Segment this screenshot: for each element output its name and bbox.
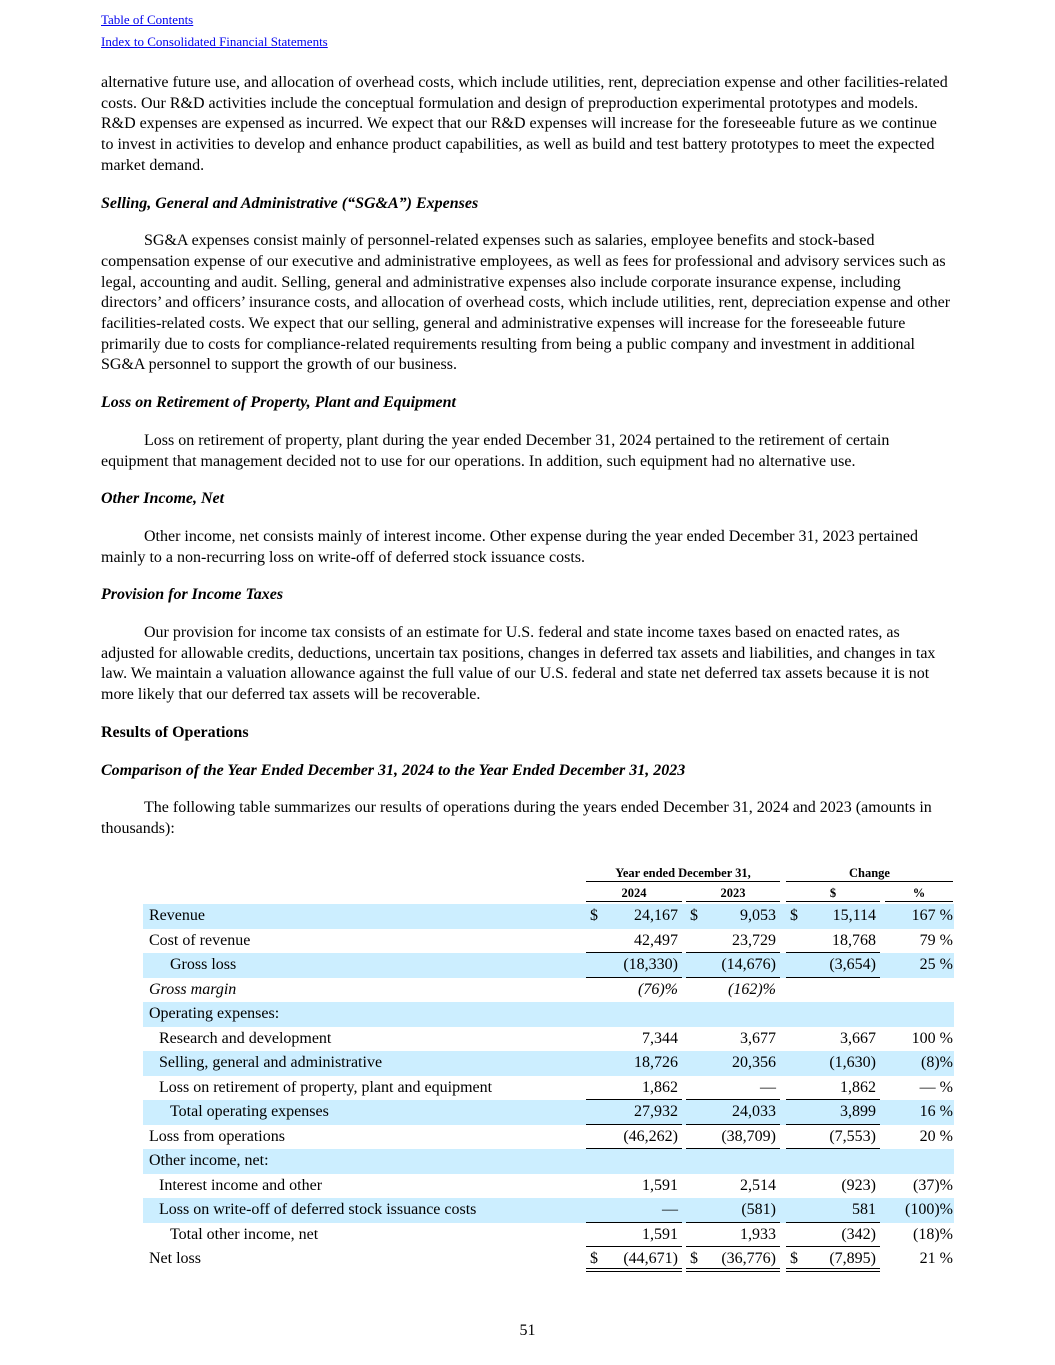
change-percent: 79 % bbox=[919, 931, 953, 949]
change-percent: 25 % bbox=[919, 956, 953, 973]
table-row bbox=[143, 1125, 954, 1150]
table-header-group-row bbox=[143, 864, 954, 884]
row-label: Total operating expenses bbox=[170, 1103, 329, 1120]
change-dollar-cell bbox=[786, 1174, 880, 1199]
value-2024: 24,167 bbox=[634, 907, 678, 924]
value-2023-cell bbox=[686, 1247, 780, 1272]
change-dollar-cell bbox=[786, 1223, 880, 1248]
index-financial-statements-link[interactable]: Index to Consolidated Financial Statements bbox=[101, 34, 328, 49]
row-label: Interest income and other bbox=[159, 1176, 323, 1194]
table-row bbox=[143, 1174, 954, 1199]
comparison-heading: Comparison of the Year Ended December 31, 2024 to the Year Ended December 31, 2023 bbox=[101, 761, 686, 779]
value-2023-cell bbox=[686, 929, 780, 954]
sga-paragraph: SG&A expenses consist mainly of personnel-related expenses such as salaries, employee benefits and stock-based compensation expense of our executive and administrative employees, as well as fees for professional and advisory services such as legal, accounting and audit. Selling, general and administrative expenses also include corporate insurance expense, including directors’ and officers’ insurance costs, and allocation of overhead costs, which include utilities, rent, depreciation expense and other facilities-related costs. We expect that our selling, general and administrative expenses will increase for the foreseeable future primarily due to costs for compliance-related requirements resulting from being a public company and investment in additional SG&A personnel to support the growth of our business. bbox=[101, 232, 951, 374]
value-2024: — bbox=[662, 1201, 678, 1218]
value-2024-cell bbox=[586, 1027, 682, 1052]
column-header-change-percent: % bbox=[885, 886, 953, 902]
value-2023-cell bbox=[686, 978, 780, 1003]
currency-symbol: $ bbox=[690, 907, 698, 924]
change-dollar: 1,862 bbox=[840, 1078, 876, 1096]
change-dollar: 3,667 bbox=[840, 1029, 876, 1047]
change-percent-cell bbox=[885, 1149, 953, 1174]
change-dollar: 581 bbox=[852, 1201, 876, 1218]
value-2023-cell bbox=[686, 1223, 780, 1248]
row-label: Selling, general and administrative bbox=[159, 1054, 383, 1071]
results-of-operations-table bbox=[143, 864, 954, 1272]
row-label: Cost of revenue bbox=[149, 931, 251, 949]
table-of-contents-link[interactable]: Table of Contents bbox=[101, 12, 194, 27]
column-header-2023: 2023 bbox=[686, 886, 780, 902]
change-dollar: (7,553) bbox=[829, 1127, 876, 1145]
table-row bbox=[143, 1100, 954, 1125]
document-body bbox=[101, 73, 953, 857]
change-dollar-cell bbox=[786, 953, 880, 978]
value-2023-cell bbox=[686, 1100, 780, 1125]
row-label: Research and development bbox=[159, 1029, 332, 1047]
change-percent-cell bbox=[885, 1100, 953, 1125]
change-percent: — % bbox=[919, 1078, 953, 1096]
value-2023: — bbox=[760, 1078, 776, 1096]
value-2024: 1,862 bbox=[642, 1078, 678, 1096]
value-2024: 27,932 bbox=[634, 1103, 678, 1120]
change-percent-cell bbox=[885, 904, 953, 929]
value-2024: 42,497 bbox=[634, 931, 678, 949]
change-percent: 21 % bbox=[919, 1250, 953, 1267]
row-label: Net loss bbox=[149, 1250, 201, 1267]
table-row bbox=[143, 978, 954, 1003]
other-income-paragraph: Other income, net consists mainly of interest income. Other expense during the year ended December 31, 2023 pertained mainly to a non-recurring loss on write-off of deferred stock issuance costs. bbox=[101, 527, 918, 566]
change-dollar: 15,114 bbox=[832, 907, 876, 924]
value-2023-cell bbox=[686, 1149, 780, 1174]
value-2024-cell bbox=[586, 1149, 682, 1174]
change-percent-cell bbox=[885, 929, 953, 954]
value-2024-cell bbox=[586, 1125, 682, 1150]
value-2023-cell bbox=[686, 904, 780, 929]
value-2023: (14,676) bbox=[721, 956, 776, 973]
value-2024-cell bbox=[586, 904, 682, 929]
change-percent-cell bbox=[885, 1247, 953, 1272]
value-2023: 23,729 bbox=[732, 931, 776, 949]
sga-heading: Selling, General and Administrative (“SG&A”) Expenses bbox=[101, 194, 479, 212]
change-dollar: (3,654) bbox=[829, 956, 876, 973]
change-percent: (100)% bbox=[905, 1201, 953, 1218]
row-label: Total other income, net bbox=[170, 1225, 319, 1243]
value-2024-cell bbox=[586, 1002, 682, 1027]
row-label: Gross margin bbox=[149, 980, 237, 998]
change-dollar-cell bbox=[786, 1002, 880, 1027]
change-percent-cell bbox=[885, 1027, 953, 1052]
value-2023: (36,776) bbox=[721, 1250, 776, 1267]
change-percent-cell bbox=[885, 1125, 953, 1150]
income-taxes-heading: Provision for Income Taxes bbox=[101, 586, 284, 604]
value-2024: (18,330) bbox=[623, 956, 678, 973]
value-2024-cell bbox=[586, 929, 682, 954]
value-2024-cell bbox=[586, 1174, 682, 1199]
change-dollar-cell bbox=[786, 1247, 880, 1272]
row-label: Revenue bbox=[149, 907, 205, 924]
change-percent-cell bbox=[885, 1174, 953, 1199]
value-2023-cell bbox=[686, 1027, 780, 1052]
table-row bbox=[143, 1149, 954, 1174]
table-row bbox=[143, 929, 954, 954]
change-percent: 100 % bbox=[911, 1029, 953, 1047]
value-2024-cell bbox=[586, 1051, 682, 1076]
value-2023-cell bbox=[686, 1174, 780, 1199]
value-2023: (38,709) bbox=[721, 1127, 776, 1145]
value-2024-cell bbox=[586, 953, 682, 978]
currency-symbol: $ bbox=[790, 1250, 798, 1267]
change-dollar-cell bbox=[786, 1027, 880, 1052]
table-row bbox=[143, 1002, 954, 1027]
change-dollar-cell bbox=[786, 904, 880, 929]
value-2024: (44,671) bbox=[623, 1250, 678, 1267]
table-row bbox=[143, 1198, 954, 1223]
other-income-heading: Other Income, Net bbox=[101, 490, 225, 508]
row-label: Loss on write-off of deferred stock issuance costs bbox=[159, 1201, 477, 1218]
value-2023: 9,053 bbox=[740, 907, 776, 924]
currency-symbol: $ bbox=[790, 907, 798, 924]
value-2024-cell bbox=[586, 1198, 682, 1223]
change-group-header: Change bbox=[786, 866, 953, 882]
change-dollar-cell bbox=[786, 1100, 880, 1125]
change-percent: (18)% bbox=[913, 1225, 953, 1243]
loss-retirement-paragraph: Loss on retirement of property, plant during the year ended December 31, 2024 pertained to the retirement of certain equipment that management decided not to use for our operations. In addition, such equipment had no alternative use. bbox=[101, 431, 890, 470]
value-2024-cell bbox=[586, 1247, 682, 1272]
table-row bbox=[143, 953, 954, 978]
value-2024: 7,344 bbox=[642, 1029, 678, 1047]
income-taxes-paragraph: Our provision for income tax consists of an estimate for U.S. federal and state income taxes based on enacted rates, as adjusted for allowable credits, deductions, uncertain tax positions, changes in deferred tax assets and liabilities, and changes in tax law. We maintain a valuation allowance against the full value of our U.S. federal and state net deferred tax assets because it is not more likely that our deferred tax assets will be recoverable. bbox=[101, 624, 936, 704]
value-2024: 1,591 bbox=[642, 1176, 678, 1194]
row-label: Operating expenses: bbox=[149, 1005, 280, 1022]
change-percent-cell bbox=[885, 1223, 953, 1248]
change-dollar-cell bbox=[786, 929, 880, 954]
change-dollar-cell bbox=[786, 1051, 880, 1076]
change-dollar: 3,899 bbox=[840, 1103, 876, 1120]
change-percent: (37)% bbox=[913, 1176, 953, 1194]
change-percent-cell bbox=[885, 1002, 953, 1027]
value-2024: (46,262) bbox=[623, 1127, 678, 1145]
value-2023: 1,933 bbox=[740, 1225, 776, 1243]
top-navigation bbox=[101, 9, 328, 53]
change-percent-cell bbox=[885, 1076, 953, 1101]
change-percent-cell bbox=[885, 1051, 953, 1076]
value-2023: 20,356 bbox=[732, 1054, 776, 1071]
value-2023-cell bbox=[686, 1051, 780, 1076]
table-row bbox=[143, 904, 954, 929]
change-dollar: (7,895) bbox=[829, 1250, 876, 1267]
row-label: Loss from operations bbox=[149, 1127, 285, 1145]
value-2023-cell bbox=[686, 1002, 780, 1027]
value-2024: (76)% bbox=[638, 980, 678, 998]
change-dollar: (923) bbox=[841, 1176, 876, 1194]
table-row bbox=[143, 1223, 954, 1248]
currency-symbol: $ bbox=[590, 907, 598, 924]
change-percent: 20 % bbox=[919, 1127, 953, 1145]
row-label: Gross loss bbox=[170, 956, 237, 973]
value-2024-cell bbox=[586, 1100, 682, 1125]
change-percent-cell bbox=[885, 953, 953, 978]
value-2023-cell bbox=[686, 953, 780, 978]
change-dollar-cell bbox=[786, 1149, 880, 1174]
table-intro-paragraph: The following table summarizes our results of operations during the years ended December 31, 2024 and 2023 (amounts in thousands): bbox=[101, 799, 932, 837]
value-2024-cell bbox=[586, 978, 682, 1003]
value-2024-cell bbox=[586, 1223, 682, 1248]
value-2023: 3,677 bbox=[740, 1029, 776, 1047]
value-2024: 18,726 bbox=[634, 1054, 678, 1071]
change-dollar-cell bbox=[786, 978, 880, 1003]
row-label: Loss on retirement of property, plant and equipment bbox=[159, 1078, 493, 1096]
value-2023: 24,033 bbox=[732, 1103, 776, 1120]
currency-symbol: $ bbox=[690, 1250, 698, 1267]
change-percent: 16 % bbox=[919, 1103, 953, 1120]
table-row bbox=[143, 1027, 954, 1052]
change-dollar: 18,768 bbox=[832, 931, 876, 949]
column-header-change-dollar: $ bbox=[786, 886, 880, 902]
value-2023-cell bbox=[686, 1198, 780, 1223]
value-2023: (581) bbox=[741, 1201, 776, 1218]
table-header-column-row bbox=[143, 884, 954, 904]
table-body bbox=[143, 904, 954, 1272]
value-2024-cell bbox=[586, 1076, 682, 1101]
change-dollar-cell bbox=[786, 1198, 880, 1223]
change-dollar-cell bbox=[786, 1076, 880, 1101]
change-percent: (8)% bbox=[921, 1054, 953, 1071]
row-label: Other income, net: bbox=[149, 1152, 269, 1169]
change-percent-cell bbox=[885, 1198, 953, 1223]
change-dollar: (342) bbox=[841, 1225, 876, 1243]
page-number: 51 bbox=[519, 1322, 536, 1339]
column-header-2024: 2024 bbox=[586, 886, 682, 902]
value-2024: 1,591 bbox=[642, 1225, 678, 1243]
table-row bbox=[143, 1051, 954, 1076]
change-dollar-cell bbox=[786, 1125, 880, 1150]
rd-continued-paragraph: alternative future use, and allocation of overhead costs, which include utilities, rent, depreciation expense and other facilities-related costs. Our R&D activities include the conceptual formulation and design of preproduction experimental prototypes and models. R&D expenses are expensed as incurred. We expect that our R&D expenses will increase for the foreseeable future as we continue to invest in activities to develop and enhance product capabilities, as well as build and test battery prototypes to meet the expected market demand. bbox=[101, 74, 948, 174]
table-row bbox=[143, 1076, 954, 1101]
change-percent-cell bbox=[885, 978, 953, 1003]
table-row bbox=[143, 1247, 954, 1272]
year-ended-group-header: Year ended December 31, bbox=[586, 866, 780, 882]
value-2023: 2,514 bbox=[740, 1176, 776, 1194]
results-of-operations-heading: Results of Operations bbox=[101, 723, 249, 741]
value-2023-cell bbox=[686, 1125, 780, 1150]
change-dollar: (1,630) bbox=[829, 1054, 876, 1071]
value-2023-cell bbox=[686, 1076, 780, 1101]
loss-retirement-heading: Loss on Retirement of Property, Plant and Equipment bbox=[101, 394, 456, 412]
value-2023: (162)% bbox=[728, 980, 776, 998]
change-percent: 167 % bbox=[911, 907, 953, 924]
currency-symbol: $ bbox=[590, 1250, 598, 1267]
